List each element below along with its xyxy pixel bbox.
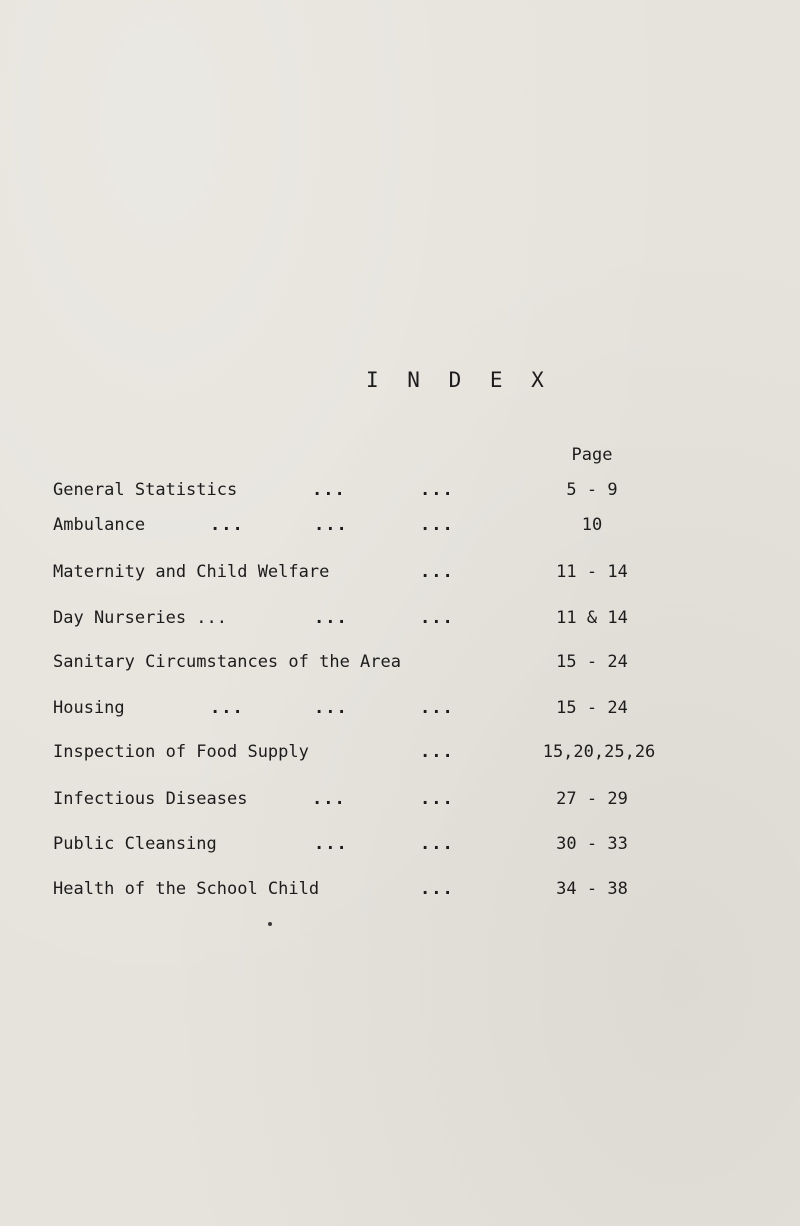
entry-label: Inspection of Food Supply xyxy=(53,742,309,762)
entry-label: Day Nurseries ... xyxy=(53,608,227,628)
entry-pages: 34 - 38 xyxy=(556,879,628,899)
page-column-header: Page xyxy=(571,445,613,465)
leader-dots: ... xyxy=(312,480,346,500)
entry-label: Ambulance xyxy=(53,515,146,535)
entry-label: Health of the School Child xyxy=(53,879,320,899)
index-entry xyxy=(0,515,800,545)
leader-dots: ... xyxy=(312,789,346,809)
index-entry xyxy=(0,879,800,909)
index-entry xyxy=(0,608,800,638)
leader-dots: ... xyxy=(420,834,454,854)
leader-dots: ... xyxy=(420,789,454,809)
leader-dots: ... xyxy=(314,698,348,718)
entry-pages: 10 xyxy=(581,515,603,535)
leader-dots: ... xyxy=(314,608,348,628)
index-entry xyxy=(0,789,800,819)
leader-dots: ... xyxy=(420,879,454,899)
entry-pages: 27 - 29 xyxy=(556,789,628,809)
entry-pages: 11 & 14 xyxy=(556,608,628,628)
entry-pages: 15,20,25,26 xyxy=(542,742,656,762)
leader-dots: ... xyxy=(420,698,454,718)
leader-dots: ... xyxy=(420,562,454,582)
leader-dots: ... xyxy=(420,742,454,762)
entry-label: Housing xyxy=(53,698,125,718)
index-title: I N D E X xyxy=(366,368,552,392)
index-entry xyxy=(0,698,800,728)
leader-dots: ... xyxy=(420,480,454,500)
index-entry xyxy=(0,652,800,682)
entry-pages: 15 - 24 xyxy=(556,698,628,718)
ink-speck xyxy=(268,922,272,926)
leader-dots: ... xyxy=(420,608,454,628)
entry-pages: 5 - 9 xyxy=(566,480,618,500)
index-entry xyxy=(0,834,800,864)
entry-label: General Statistics xyxy=(53,480,238,500)
leader-dots: ... xyxy=(210,698,244,718)
entry-label: Infectious Diseases xyxy=(53,789,248,809)
leader-dots: ... xyxy=(210,515,244,535)
index-entry xyxy=(0,562,800,592)
leader-dots: ... xyxy=(420,515,454,535)
entry-label: Sanitary Circumstances of the Area xyxy=(53,652,401,672)
index-entry xyxy=(0,742,800,772)
leader-dots: ... xyxy=(314,834,348,854)
entry-pages: 11 - 14 xyxy=(556,562,628,582)
entry-label: Public Cleansing xyxy=(53,834,217,854)
entry-label: Maternity and Child Welfare xyxy=(53,562,330,582)
index-entry xyxy=(0,480,800,510)
entry-pages: 30 - 33 xyxy=(556,834,628,854)
entry-pages: 15 - 24 xyxy=(556,652,628,672)
leader-dots: ... xyxy=(314,515,348,535)
